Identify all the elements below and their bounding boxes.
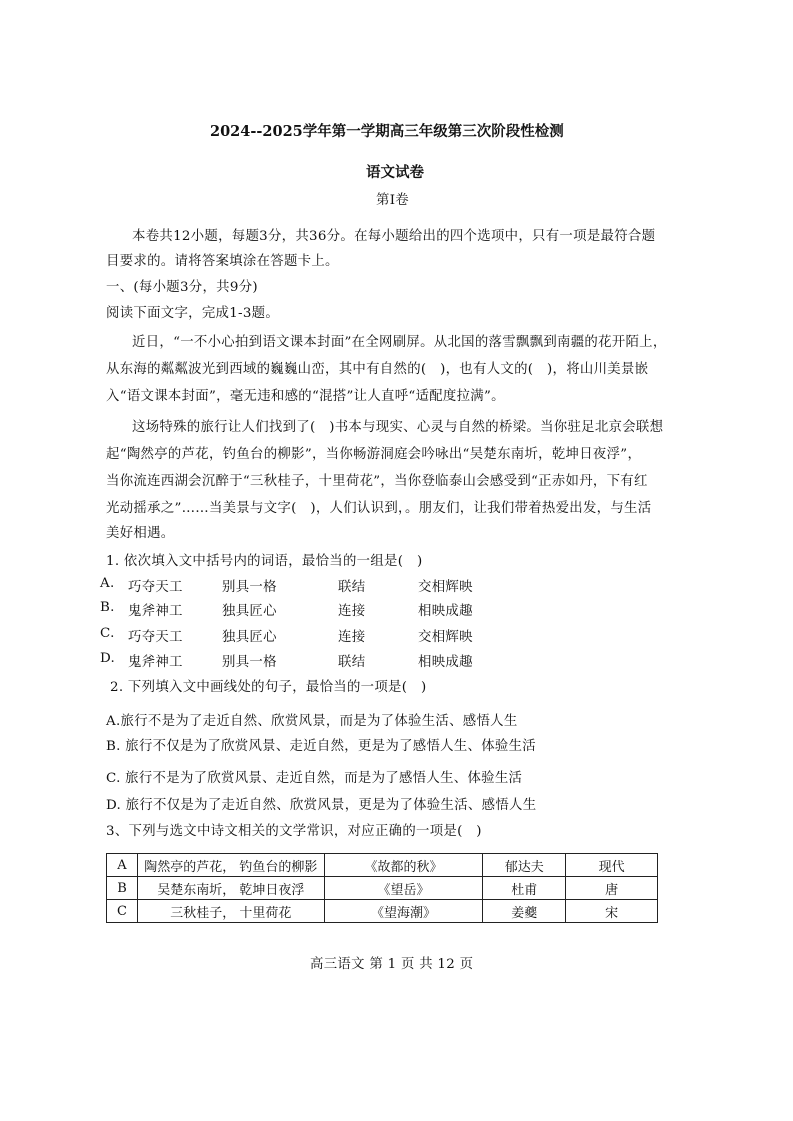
question-1-stem: 1. 依次填入文中括号内的词语，最恰当的一组是( )	[106, 554, 423, 569]
question-2-option: A.旅行不是为了走近自然、欣赏风景，而是为了体验生活、感悟人生	[106, 714, 518, 729]
subject-title: 语文试卷	[366, 164, 424, 181]
table-cell: 杜甫	[483, 877, 566, 900]
option-letter: C.	[100, 626, 115, 641]
table-row	[107, 854, 658, 877]
option-letter: B.	[100, 600, 115, 615]
question-2-option: B. 旅行不仅是为了欣赏风景、走近自然，更是为了感悟人生、体验生活	[106, 739, 536, 754]
question-2-option: D. 旅行不仅是为了走近自然、欣赏风景，更是为了体验生活、感悟人生	[106, 798, 537, 813]
option-word: 独具匠心	[222, 630, 277, 645]
option-letter: D.	[100, 651, 116, 666]
option-word: 巧夺天工	[128, 580, 183, 595]
exam-title: 2024--2025学年第一学期高三年级第三次阶段性检测	[210, 123, 564, 140]
section-instruction: 阅读下面文字，完成1-3题。	[106, 306, 280, 321]
option-word: 别具一格	[222, 655, 277, 670]
question-2-stem: 2. 下列填入文中画线处的句子，最恰当的一项是( )	[110, 680, 427, 695]
table-row	[107, 900, 658, 923]
section-heading: 一、(每小题3分，共9分)	[106, 280, 258, 295]
table-cell: 三秋桂子， 十里荷花	[137, 900, 324, 923]
passage-line: 从东海的粼粼波光到西域的巍巍山峦，其中有自然的( )，也有人文的( )，将山川美景嵌	[106, 362, 649, 377]
table-cell: B	[107, 877, 138, 900]
part-label: 第Ⅰ卷	[376, 193, 409, 208]
option-word: 相映成趣	[418, 655, 473, 670]
table-cell: 陶然亭的芦花， 钓鱼台的柳影	[137, 854, 324, 877]
passage-line: 近日，“一不小心拍到语文课本封面”在全网刷屏。从北国的落雪飘飘到南疆的花开陌上，	[132, 335, 667, 350]
passage-line: 这场特殊的旅行让人们找到了( )书本与现实、心灵与自然的桥梁。当你驻足北京会联想	[132, 420, 664, 435]
passage-line: 起“陶然亭的芦花，钓鱼台的柳影”，当你畅游洞庭会吟咏出“吴楚东南圻，乾坤日夜浮”，	[106, 447, 642, 462]
table-cell: 郁达夫	[483, 854, 566, 877]
passage-line: 入“语文课本封面”，毫无违和感的“混搭”让人直呼“适配度拉满”。	[106, 389, 505, 404]
option-word: 独具匠心	[222, 604, 277, 619]
question-3-stem: 3、下列与选文中诗文相关的文学常识，对应正确的一项是( )	[106, 824, 482, 839]
option-word: 鬼斧神工	[128, 604, 183, 619]
table-row	[107, 877, 658, 900]
passage-line: 光动摇承之”……当美景与文字( )，人们认识到，。朋友们，让我们带着热爱出发，与生活	[106, 501, 652, 516]
table-cell: 姜夔	[483, 900, 566, 923]
table-cell: 现代	[566, 854, 658, 877]
table-cell: 《望海潮》	[324, 900, 483, 923]
table-cell: 吴楚东南圻， 乾坤日夜浮	[137, 877, 324, 900]
option-letter: A.	[100, 576, 115, 591]
intro-line: 本卷共12小题，每题3分，共36分。在每小题给出的四个选项中，只有一项是最符合题	[132, 229, 656, 244]
option-word: 交相辉映	[418, 580, 473, 595]
literary-knowledge-table	[106, 853, 658, 923]
option-word: 连接	[338, 630, 366, 645]
passage-line: 当你流连西湖会沉醉于“三秋桂子，十里荷花”，当你登临泰山会感受到“正赤如丹，下有红	[106, 474, 648, 489]
passage-line: 美好相遇。	[106, 526, 175, 541]
table-cell: 宋	[566, 900, 658, 923]
table-cell: 《望岳》	[324, 877, 483, 900]
table-cell: 唐	[566, 877, 658, 900]
option-word: 联结	[338, 580, 366, 595]
option-word: 联结	[338, 655, 366, 670]
option-word: 别具一格	[222, 580, 277, 595]
table-cell: 《故都的秋》	[324, 854, 483, 877]
option-word: 交相辉映	[418, 630, 473, 645]
table-cell: C	[107, 900, 138, 923]
option-word: 鬼斧神工	[128, 655, 183, 670]
option-word: 巧夺天工	[128, 630, 183, 645]
option-word: 相映成趣	[418, 604, 473, 619]
intro-line: 目要求的。请将答案填涂在答题卡上。	[106, 254, 339, 269]
option-word: 连接	[338, 604, 366, 619]
page-footer: 高三语文 第 1 页 共 12 页	[310, 957, 474, 972]
question-2-option: C. 旅行不是为了欣赏风景、走近自然，而是为了感悟人生、体验生活	[106, 771, 523, 786]
table-cell: A	[107, 854, 138, 877]
